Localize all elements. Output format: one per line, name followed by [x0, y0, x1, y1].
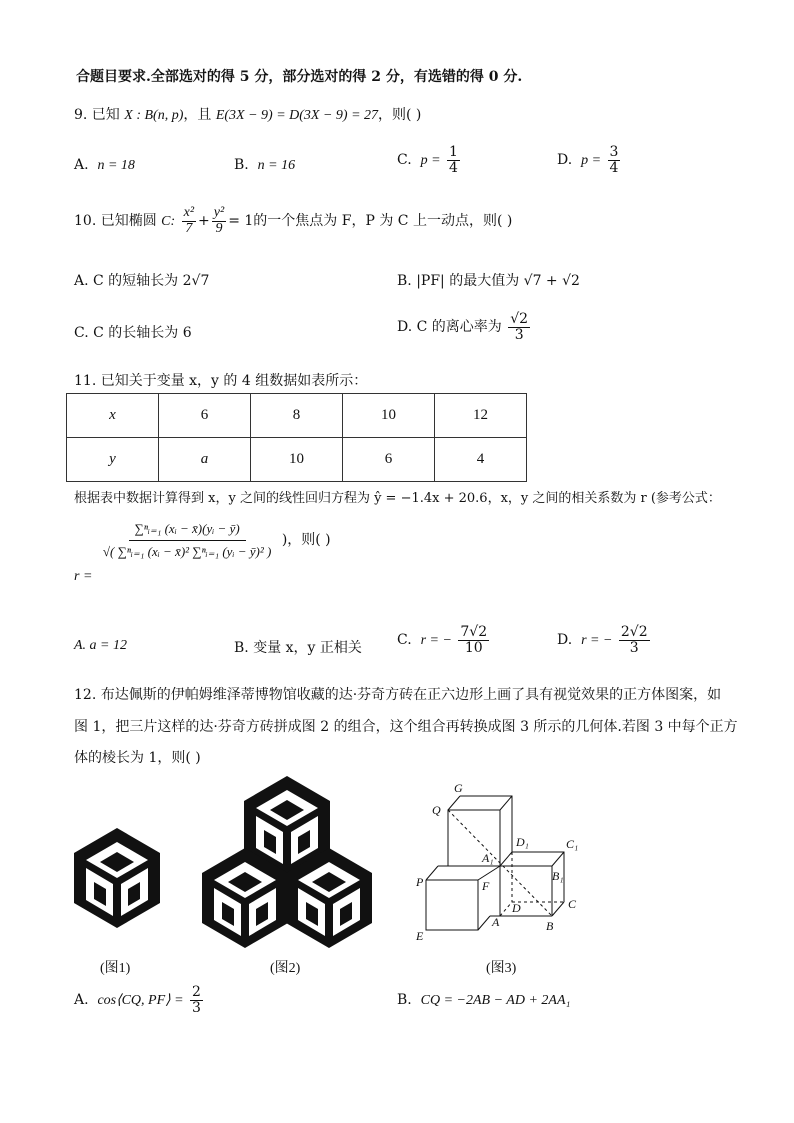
q9-a-text: n = 18 — [97, 158, 135, 173]
q12-option-a — [74, 985, 205, 1015]
q10-option-c: C. C 的长轴长为 6 — [74, 325, 192, 341]
q10-stem — [74, 206, 512, 236]
q11-c-label: C. — [397, 632, 412, 649]
table-cell: 6 — [343, 438, 435, 482]
table-cell: x — [67, 394, 159, 438]
q12-option-b — [397, 992, 570, 1009]
q11-formula-den: √( ∑ⁿᵢ₌₁ (xᵢ − x̄)² ∑ⁿᵢ₌₁ (yᵢ − ȳ)² ) — [102, 543, 272, 559]
q10-d-prefix: D. C 的离心率为 — [397, 319, 502, 336]
q9-b-text: n = 16 — [257, 158, 296, 173]
label-q: Q — [432, 803, 441, 817]
q9-stem — [74, 104, 421, 124]
q12-a-num: 2 — [192, 984, 201, 1000]
q10-d-num: √2 — [510, 311, 529, 327]
q9-option-b — [234, 157, 295, 174]
q11-line2: 根据表中数据计算得到 x，y 之间的线性回归方程为 ŷ = −1.4x + 20.6，x，y 之间的相关系数为 r (参考公式： — [74, 491, 721, 506]
q11-formula-num: ∑ⁿᵢ₌₁ (xᵢ − x̄)(yᵢ − ȳ) — [129, 518, 246, 541]
q12-a-label: A. — [74, 992, 89, 1009]
q10-x-num: x² — [183, 205, 195, 220]
table-row — [67, 394, 527, 438]
q11-formula — [74, 518, 331, 585]
q11-stem: 11. 已知关于变量 x，y 的 4 组数据如表所示： — [74, 373, 368, 389]
q11-c-den: 10 — [464, 639, 483, 656]
q10-d-den: 3 — [514, 326, 524, 343]
label-c1: C₁ — [566, 837, 579, 851]
table-cell: 4 — [435, 438, 527, 482]
figure-3-caption: (图3) — [486, 961, 517, 976]
figure-1-cube-tile — [72, 826, 162, 930]
q12-b-label: B. — [397, 992, 412, 1008]
q9-mid: ，且 — [183, 107, 212, 123]
q10-y-den: 9 — [215, 220, 223, 236]
q9-b-label: B. — [234, 157, 249, 173]
q11-d-num: 2√2 — [620, 624, 648, 640]
q10-prefix: 10. 已知椭圆 — [74, 213, 157, 230]
q11-option-c — [397, 625, 491, 655]
q9-d-label: D. — [557, 152, 573, 169]
q9-dist: X : B(n, p) — [124, 108, 184, 123]
q10-eq: = 1 — [228, 213, 254, 230]
q9-option-c — [397, 145, 462, 175]
table-cell: 6 — [159, 394, 251, 438]
q12-line3: 体的棱长为 1，则( ) — [74, 750, 201, 766]
q10-x-den: 7 — [185, 220, 193, 236]
q12-line1: 12. 布达佩斯的伊帕姆维泽蒂博物馆收藏的达·芬奇方砖在正六边形上画了具有视觉效果的正方体图案，如 — [74, 687, 722, 703]
label-b: B — [546, 919, 554, 933]
q10-y-num: y² — [213, 205, 225, 220]
q11-d-den: 3 — [629, 639, 639, 656]
q9-d-num: 3 — [609, 144, 619, 160]
q9-c-den: 4 — [448, 159, 458, 176]
label-b1: B₁ — [552, 869, 564, 883]
q9-a-label: A. — [74, 157, 89, 173]
table-cell: a — [159, 438, 251, 482]
figure-2-cube-composition — [198, 772, 376, 948]
q9-c-label: C. — [397, 152, 412, 169]
q11-a-text: A. a = 12 — [74, 638, 127, 653]
q10-plus: + — [198, 213, 210, 230]
q9-tail: ，则( ) — [378, 107, 422, 123]
q9-prefix: 9. 已知 — [74, 107, 120, 123]
q10-option-a: A. C 的短轴长为 2√7 — [74, 273, 210, 289]
label-g: G — [454, 781, 463, 795]
q12-a-den: 3 — [192, 999, 201, 1016]
table-cell: 10 — [343, 394, 435, 438]
table-cell: 8 — [251, 394, 343, 438]
label-d: D — [512, 901, 521, 915]
q9-d-den: 4 — [609, 159, 619, 176]
q9-d-lhs: p = — [581, 153, 602, 169]
q12-b-text: CQ = −2AB − AD + 2AA₁ — [420, 993, 571, 1008]
table-cell: 10 — [251, 438, 343, 482]
instruction-text: 合题目要求.全部选对的得 5 分，部分选对的得 2 分，有选错的得 0 分. — [76, 69, 523, 85]
table-cell: 12 — [435, 394, 527, 438]
q9-eq: E(3X − 9) = D(3X − 9) = 27 — [215, 108, 379, 123]
label-a1: A₁ — [482, 851, 494, 865]
q11-formula-lhs: r = — [74, 569, 93, 585]
q11-option-a — [74, 637, 127, 654]
q12-a-text: cos⟨CQ, PF⟩ = — [97, 993, 184, 1009]
q11-data-table — [66, 393, 527, 482]
label-c: C — [568, 897, 577, 911]
figure-1-caption: (图1) — [100, 961, 131, 976]
q11-option-d — [557, 625, 652, 655]
figure-3-geometric-solid — [412, 780, 592, 950]
figure-2-caption: (图2) — [270, 961, 301, 976]
q9-option-a — [74, 157, 135, 174]
q11-c-num: 7√2 — [460, 624, 488, 640]
label-a: A — [492, 915, 500, 929]
label-f: F — [482, 879, 490, 893]
q10-tail: 的一个焦点为 F，P 为 C 上一动点，则( ) — [253, 213, 513, 230]
q11-d-lhs: r = − — [581, 633, 613, 649]
q9-c-lhs: p = — [420, 153, 441, 169]
q11-d-label: D. — [557, 632, 573, 649]
q10-c: C: — [161, 214, 176, 230]
q11-formula-tail: )，则( ) — [281, 532, 331, 549]
table-cell: y — [67, 438, 159, 482]
q11-option-b: B. 变量 x，y 正相关 — [234, 640, 362, 656]
q9-option-d — [557, 145, 622, 175]
q9-c-num: 1 — [448, 144, 458, 160]
label-d1: D₁ — [516, 835, 529, 849]
q12-line2: 图 1，把三片这样的达·芬奇方砖拼成图 2 的组合，这个组合再转换成图 3 所示的几何体.若图 3 中每个正方 — [74, 719, 738, 735]
q11-c-lhs: r = − — [420, 633, 452, 649]
label-p: P — [416, 875, 424, 889]
label-e: E — [416, 929, 424, 943]
table-row — [67, 438, 527, 482]
q10-option-b: B. |PF| 的最大值为 √7 + √2 — [397, 273, 580, 289]
q10-option-d — [397, 312, 532, 342]
